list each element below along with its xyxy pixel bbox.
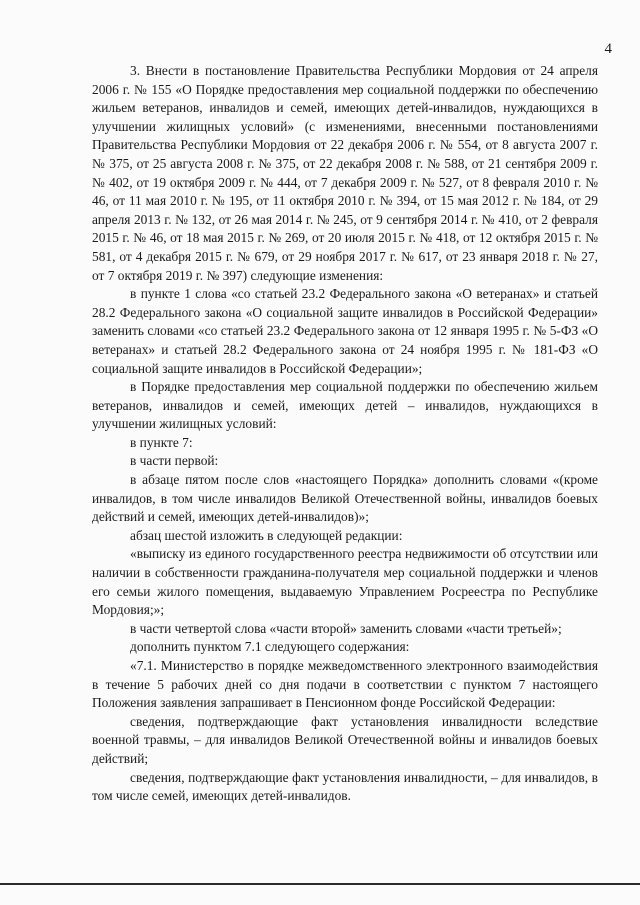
bottom-page-rule — [0, 883, 640, 885]
paragraph-amendment-intro: 3. Внести в постановление Правительства Республики Мордовия от 24 апреля 2006 г. № 155 «О Порядке предоставления мер социальной поддержки по обеспечению жильем ветеранов, инвалидов и семей, имеющих детей-инвалидов, нуждающихся в улучшении жилищных условий» (с изменениями, внесенными постановлениями Правительства Республики Мордовия от 22 декабря 2006 г. № 554, от 8 августа 2007 г. № 375, от 25 августа 2008 г. № 375, от 22 декабря 2008 г. № 588, от 21 сентября 2009 г. № 402, от 19 октября 2009 г. № 444, от 7 декабря 2009 г. № 527, от 8 февраля 2010 г. № 46, от 11 мая 2010 г. № 195, от 11 октября 2010 г. № 394, от 15 мая 2012 г. № 184, от 29 апреля 2013 г. № 132, от 26 мая 2014 г. № 245, от 9 сентября 2014 г. № 410, от 2 февраля 2015 г. № 46, от 18 мая 2015 г. № 269, от 20 июля 2015 г. № 418, от 12 октября 2015 г. № 581, от 4 декабря 2015 г. № 679, от 29 ноября 2017 г. № 617, от 23 января 2018 г. № 27, от 7 октября 2019 г. № 397) следующие изменения: — [92, 63, 598, 283]
paragraph-procedure-intro: в Порядке предоставления мер социальной поддержки по обеспечению жильем ветеранов, инвалидов и семей, имеющих детей – инвалидов, нуждающихся в улучшении жилищных условий: — [92, 379, 598, 432]
paragraph-fifth-subparagraph: в абзаце пятом после слов «настоящего Порядка» дополнить словами «(кроме инвалидов, в том числе инвалидов Великой Отечественной войны, инвалидов боевых действий и семей, имеющих детей-инвалидов)»; — [92, 472, 598, 525]
page-number: 4 — [604, 41, 612, 57]
paragraph-add-point-7-1: дополнить пунктом 7.1 следующего содержания: — [130, 639, 410, 655]
document-body — [92, 62, 598, 806]
paragraph-registry-extract: «выписку из единого государственного реестра недвижимости об отсутствии или наличии в собственности гражданина-получателя мер социальной поддержки и членов его семьи жилого помещения, выдаваемую Управлением Росреестра по Республике Мордовия;»; — [92, 546, 598, 618]
paragraph-part-four: в части четвертой слова «части второй» заменить словами «части третьей»; — [130, 620, 562, 636]
paragraph-point-7: в пункте 7: — [130, 434, 193, 450]
paragraph-point-1-change: в пункте 1 слова «со статьей 23.2 Федерального закона «О ветеранах» и статьей 28.2 Федерального закона «О социальной защите инвалидов в Российской Федерации» заменить словами «со статьей 23.2 Федерального закона от 12 января 1995 г. № 5-ФЗ «О ветеранах» и статьей 28.2 Федерального закона от 24 ноября 1995 г. № 181-ФЗ «О социальной защите инвалидов в Российской Федерации»; — [92, 286, 598, 376]
paragraph-war-disability-info: сведения, подтверждающие факт установления инвалидности вследствие военной травмы, – для инвалидов Великой Отечественной войны и инвалидов боевых действий; — [92, 713, 598, 766]
paragraph-part-one: в части первой: — [130, 453, 219, 469]
paragraph-disability-info: сведения, подтверждающие факт установления инвалидности, – для инвалидов, в том числе семей, имеющих детей-инвалидов. — [92, 769, 598, 804]
paragraph-point-7-1-text: «7.1. Министерство в порядке межведомственного электронного взаимодействия в течение 5 рабочих дней со дня подачи в соответствии с пунктом 7 настоящего Положения заявления запрашивает в Пенсионном фонде Российской Федерации: — [92, 658, 598, 711]
paragraph-sixth-subparagraph: абзац шестой изложить в следующей редакции: — [130, 527, 403, 543]
